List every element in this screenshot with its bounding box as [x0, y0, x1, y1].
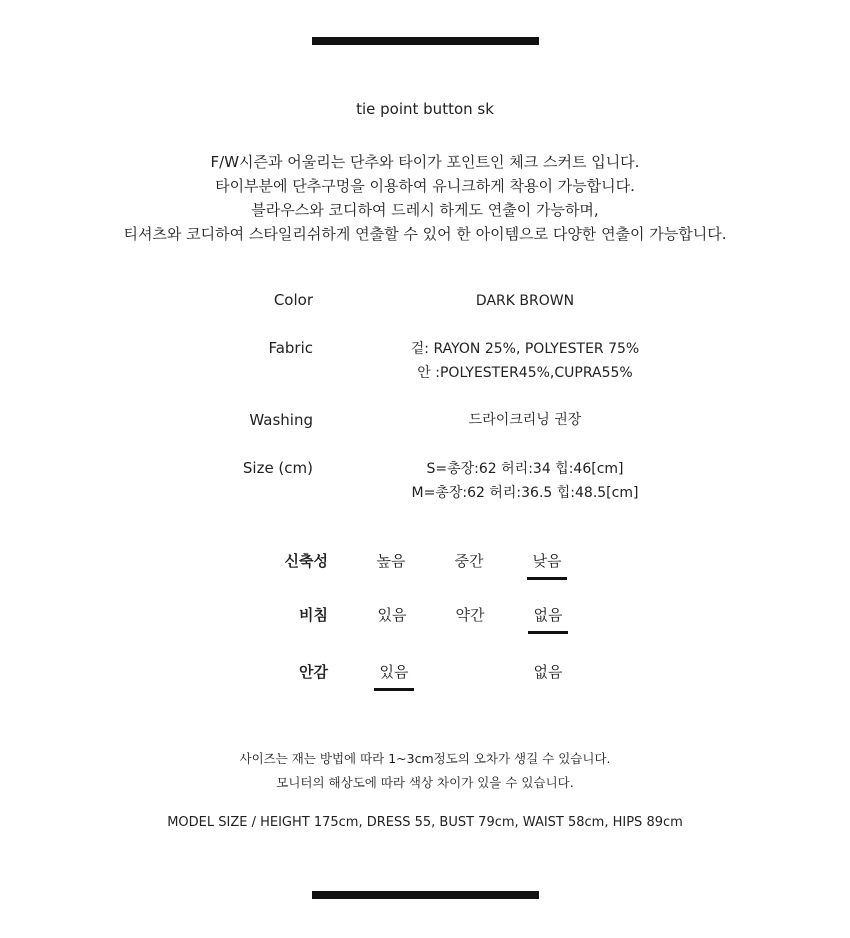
stretch-label: 신축성 — [284, 552, 328, 570]
description-line: 티셔츠와 코디하여 스타일리쉬하게 연출할 수 있어 한 아이템으로 다양한 연출이 가능합니다. — [123, 225, 727, 243]
fabric-label: Fabric — [268, 339, 313, 357]
sheerness-label: 비침 — [299, 606, 328, 624]
product-title: tie point button sk — [356, 100, 494, 118]
lining-label: 안감 — [299, 663, 328, 681]
bottom-divider-bar — [312, 891, 539, 899]
sheerness-option-yes: 있음 — [377, 606, 407, 624]
description-line: 블라우스와 코디하여 드레시 하게도 연출이 가능하며, — [251, 201, 599, 219]
description-line: 타이부분에 단추구멍을 이용하여 유니크하게 착용이 가능합니다. — [215, 177, 635, 195]
fabric-value — [375, 337, 675, 385]
size-m-line: M=총장:62 허리:36.5 힙:48.5[cm] — [411, 485, 639, 501]
color-value: DARK BROWN — [475, 293, 575, 309]
top-divider-bar — [312, 37, 539, 45]
measurement-note: 사이즈는 재는 방법에 따라 1~3cm정도의 오차가 생길 수 있습니다. — [239, 751, 611, 766]
size-s-line: S=총장:62 허리:34 힙:46[cm] — [426, 461, 624, 477]
sheerness-option-slight: 약간 — [455, 606, 485, 624]
fabric-outer-line: 겉: RAYON 25%, POLYESTER 75% — [410, 341, 640, 357]
stretch-option-medium: 중간 — [454, 552, 484, 570]
fabric-lining-line: 안 :POLYESTER45%,CUPRA55% — [417, 365, 633, 381]
washing-label: Washing — [249, 411, 313, 429]
size-value — [375, 457, 675, 505]
description-line: F/W시즌과 어울리는 단추와 타이가 포인트인 체크 스커트 입니다. — [210, 153, 640, 171]
size-label: Size (cm) — [242, 459, 313, 477]
washing-value: 드라이크리닝 권장 — [468, 412, 582, 428]
stretch-option-low-selected: 낮음 — [517, 550, 577, 571]
stretch-option-high: 높음 — [376, 552, 406, 570]
product-description — [0, 150, 850, 246]
color-note: 모니터의 해상도에 따라 색상 차이가 있을 수 있습니다. — [276, 775, 574, 790]
lining-option-none: 없음 — [533, 663, 563, 681]
color-label: Color — [273, 291, 313, 309]
model-size-info: MODEL SIZE / HEIGHT 175cm, DRESS 55, BUST 79cm, WAIST 58cm, HIPS 89cm — [167, 815, 683, 830]
sheerness-option-none-selected: 없음 — [518, 604, 578, 625]
lining-option-yes-selected: 있음 — [364, 661, 424, 682]
